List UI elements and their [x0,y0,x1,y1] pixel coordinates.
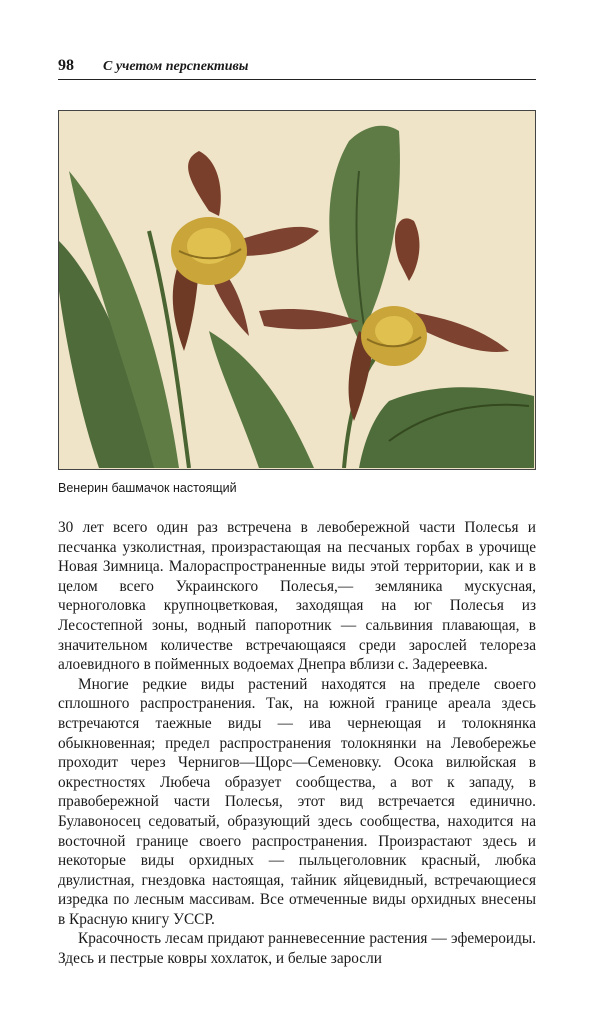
page-number: 98 [58,57,74,74]
running-header [58,57,536,80]
orchid-drawing [59,111,534,468]
body-text [58,518,536,969]
paragraph: 30 лет всего один раз встречена в левобережной части Полесья и песчанка узколистная, произрастающая на песчаных горбах в урочище Новая Зимница. Малораспространенные виды этой территории, как и в целом всего Украинского Полесья,— земляника мускусная, черноголовка крупноцветковая, заходящая на юг Полесья из Лесостепной зоны, водный папоротник — сальвиния плавающая, в значительном количестве встречающаяся среди зарослей телореза алоевидного в пойменных водоемах Днепра вблизи с. Задереевка. [58,519,536,674]
running-title: С учетом перспективы [103,59,249,74]
figure-caption: Венерин башмачок настоящий [58,481,237,495]
paragraph: Красочность лесам придают ранневесенние растения — эфемероиды. Здесь и пестрые ковры хохлаток, и белые заросли [58,930,536,968]
paragraph: Многие редкие виды растений находятся на пределе своего сплошного распространения. Так, на южной границе ареала здесь встречаются таежные виды — ива чернеющая и толокнянка обыкновенная; предел распространения толокнянки на Левобережье проходит через Чернигов—Щорс—Семеновку. Осока вилюйская в окрестностях Любеча образует сообщества, а вот к западу, в правобережной части Полесья, этот вид встречается единично. Булавоносец седоватый, образующий здесь сообщества, находится на восточной границе своего распространения. Произрастают здесь и некоторые виды орхидных — пыльцеголовник красный, любка двулистная, гнездовка настоящая, тайник яйцевидный, встречающиеся изредка по лесным массивам. Все отмеченные виды орхидных внесены в Красную книгу УССР. [58,675,536,928]
lady-slipper-orchid-illustration [58,110,536,470]
